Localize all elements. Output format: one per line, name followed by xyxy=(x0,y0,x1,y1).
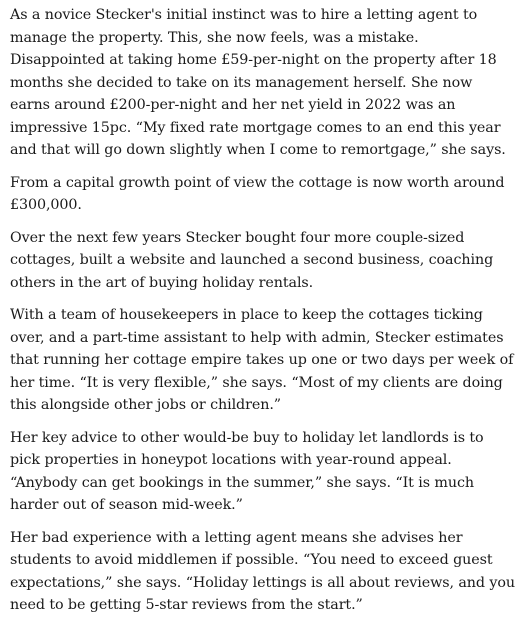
paragraph-more-cottages: Over the next few years Stecker bought four more couple-sized cottages, built a website and launched a second business, coaching others in the art of buying holiday rentals. xyxy=(10,229,494,291)
paragraph-housekeepers: With a team of housekeepers in place to keep the cottages ticking over, and a part-time assistant to help with admin, Stecker estimates that running her cottage empire takes up one or two days per week of her time. “It is very flexible,” she says. “Most of my clients are doing this alongside other jobs or children.” xyxy=(10,307,514,413)
paragraph-key-advice: Her key advice to other would-be buy to holiday let landlords is to pick properties in honeypot locations with year-round appeal. “Anybody can get bookings in the summer,” she says. “It is much harder out of season mid-week.” xyxy=(10,429,484,513)
paragraph-letting-agent: As a novice Stecker's initial instinct was to hire a letting agent to manage the property. This, she now feels, was a mistake. Disappointed at taking home £59-per-night on the property after 18 months she decided to take on its management herself. She now earns around £200-per-night and her net yield in 2022 was an impressive 15pc. “My fixed rate mortgage comes to an end this year and that will go down slightly when I come to remortgage,” she says. xyxy=(10,7,506,158)
paragraph-capital-growth: From a capital growth point of view the cottage is now worth around £300,000. xyxy=(10,174,505,213)
paragraph-bad-experience: Her bad experience with a letting agent means she advises her students to avoid middlemen if possible. “You need to exceed guest expectations,” she says. “Holiday lettings is all about reviews, and you need to be getting 5-star reviews from the start.” xyxy=(10,529,515,613)
